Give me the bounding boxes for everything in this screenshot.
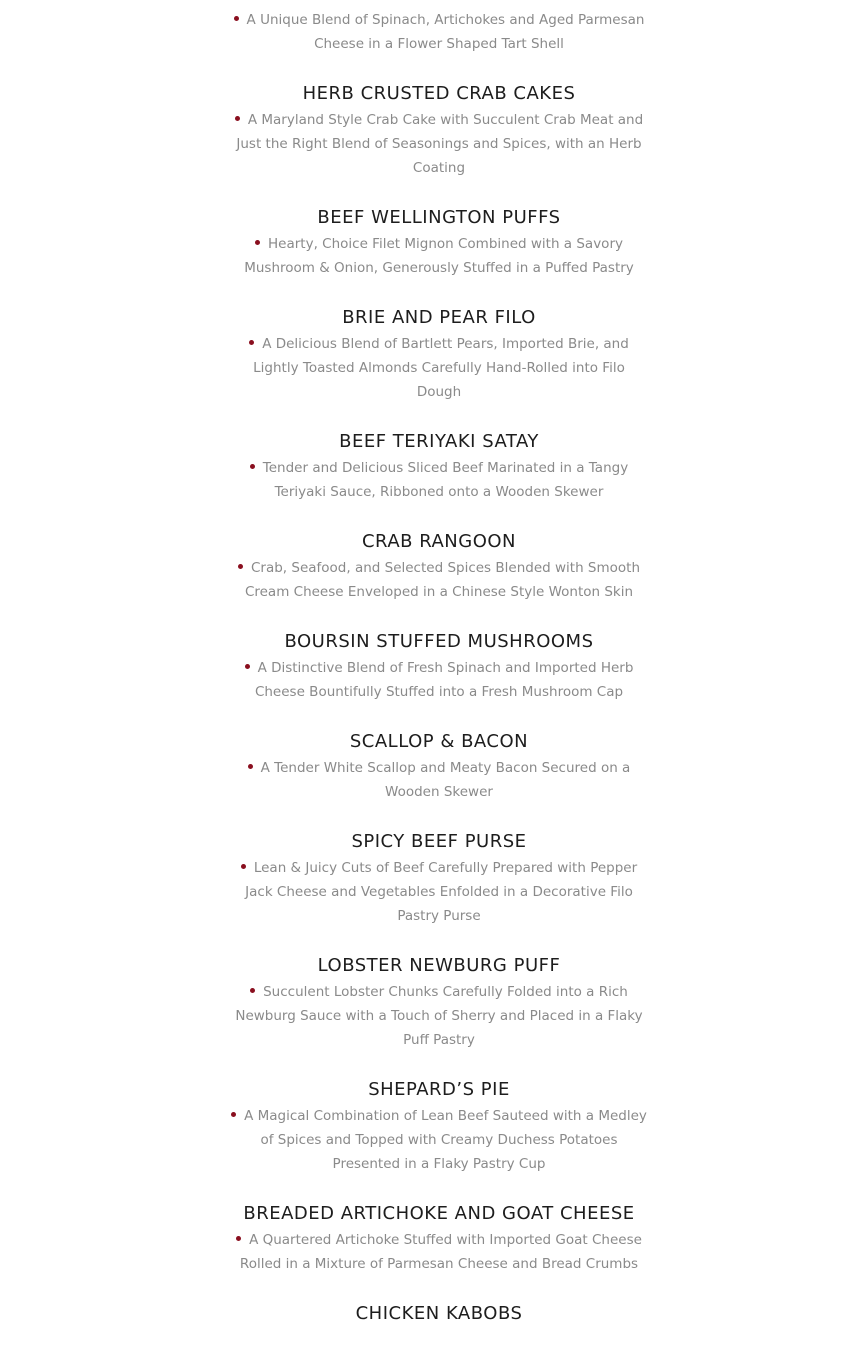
menu-item <box>224 531 654 604</box>
bullet-icon <box>235 116 240 121</box>
menu-item <box>224 1203 654 1276</box>
bullet-icon <box>234 16 239 21</box>
menu-item <box>224 731 654 804</box>
menu-item <box>224 207 654 280</box>
menu-item <box>224 1079 654 1176</box>
bullet-icon <box>249 340 254 345</box>
menu-item <box>224 431 654 504</box>
menu-item <box>224 955 654 1052</box>
bullet-icon <box>236 1236 241 1241</box>
menu-item-description: A Delicious Blend of Bartlett Pears, Imported Brie, and Lightly Toasted Almonds Carefully Hand-Rolled into Filo Dough <box>224 332 654 404</box>
bullet-icon <box>238 564 243 569</box>
menu-item-description: A Quartered Artichoke Stuffed with Imported Goat Cheese Rolled in a Mixture of Parmesan Cheese and Bread Crumbs <box>224 1228 654 1276</box>
menu-item-title: BEEF TERIYAKI SATAY <box>339 431 539 452</box>
menu-item-title: LOBSTER NEWBURG PUFF <box>317 955 561 976</box>
appetizer-menu-list <box>224 0 654 1352</box>
menu-item-title: SPICY BEEF PURSE <box>351 831 527 852</box>
menu-item-title: BEEF WELLINGTON PUFFS <box>317 207 561 228</box>
menu-item-description: A Distinctive Blend of Fresh Spinach and Imported Herb Cheese Bountifully Stuffed into a Fresh Mushroom Cap <box>224 656 654 704</box>
menu-item <box>224 831 654 928</box>
menu-item-description: A Unique Blend of Spinach, Artichokes and Aged Parmesan Cheese in a Flower Shaped Tart Shell <box>224 8 654 56</box>
menu-item-title: BRIE AND PEAR FILO <box>342 307 536 328</box>
bullet-icon <box>255 240 260 245</box>
menu-item-title: SHEPARD’S PIE <box>368 1079 510 1100</box>
menu-item-description: A Maryland Style Crab Cake with Succulent Crab Meat and Just the Right Blend of Seasonings and Spices, with an Herb Coating <box>236 112 644 176</box>
bullet-icon <box>245 664 250 669</box>
menu-item-title: HERB CRUSTED CRAB CAKES <box>302 83 576 104</box>
menu-item <box>224 8 654 56</box>
menu-item-description: Tender and Delicious Sliced Beef Marinated in a Tangy Teriyaki Sauce, Ribboned onto a Wooden Skewer <box>224 456 654 504</box>
menu-item-description: Hearty, Choice Filet Mignon Combined with a Savory Mushroom & Onion, Generously Stuffed in a Puffed Pastry <box>244 236 634 276</box>
menu-item <box>224 631 654 704</box>
menu-item-title: CRAB RANGOON <box>361 531 517 552</box>
menu-item-description: A Tender White Scallop and Meaty Bacon Secured on a Wooden Skewer <box>224 756 654 804</box>
menu-item-description: Succulent Lobster Chunks Carefully Folded into a Rich Newburg Sauce with a Touch of Sherry and Placed in a Flaky Puff Pastry <box>235 984 643 1048</box>
bullet-icon <box>241 864 246 869</box>
menu-item-title: BREADED ARTICHOKE AND GOAT CHEESE <box>243 1203 635 1224</box>
menu-item-title: BOURSIN STUFFED MUSHROOMS <box>284 631 594 652</box>
menu-item <box>224 307 654 404</box>
bullet-icon <box>250 464 255 469</box>
menu-item-description: A Magical Combination of Lean Beef Sauteed with a Medley of Spices and Topped with Creamy Duchess Potatoes Presented in a Flaky Pastry Cup <box>224 1104 654 1176</box>
bullet-icon <box>250 988 255 993</box>
menu-item <box>224 83 654 180</box>
menu-item-title: CHICKEN KABOBS <box>355 1303 523 1324</box>
bullet-icon <box>231 1112 236 1117</box>
menu-item-description: Crab, Seafood, and Selected Spices Blended with Smooth Cream Cheese Enveloped in a Chinese Style Wonton Skin <box>224 556 654 604</box>
menu-item-title: SCALLOP & BACON <box>349 731 529 752</box>
menu-item-description: Lean & Juicy Cuts of Beef Carefully Prepared with Pepper Jack Cheese and Vegetables Enfolded in a Decorative Filo Pastry Purse <box>224 856 654 928</box>
bullet-icon <box>248 764 253 769</box>
